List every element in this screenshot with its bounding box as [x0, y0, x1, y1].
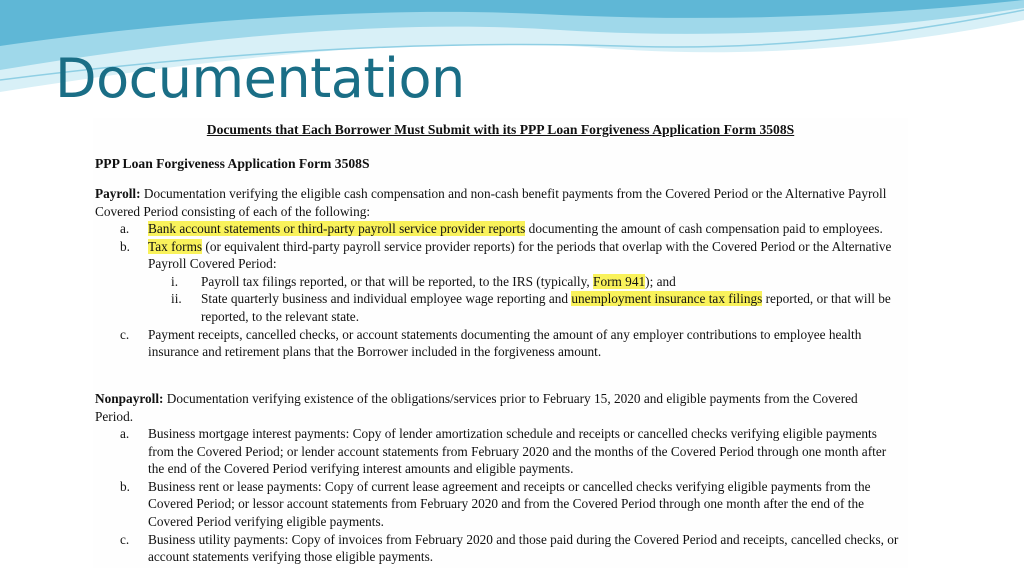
payroll-intro-text: Documentation verifying the eligible cash compensation and non-cash benefit payments from the Covered Period or the Alternative Payroll Covered Period consisting of each of the following:: [95, 186, 887, 219]
nonpayroll-intro: [95, 390, 895, 425]
list-item-text: Payroll tax filings reported, or that will be reported, to the IRS (typically,: [201, 273, 594, 289]
list-item-text: Business utility payments: Copy of invoices from February 2020 and those paid during the Covered Period and receipts, cancelled checks, or account statements verifying those eligible payments.: [148, 531, 899, 565]
list-item: [93, 238, 903, 273]
list-marker: b.: [120, 478, 130, 494]
list-item: [93, 478, 903, 531]
document-heading: Documents that Each Borrower Must Submit with its PPP Loan Forgiveness Application Form 3508S: [206, 122, 795, 137]
slide-title: Documentation: [55, 47, 465, 110]
highlighted-text: Form 941: [593, 273, 646, 289]
list-marker: ii.: [171, 291, 182, 307]
highlighted-text: unemployment insurance tax filings: [571, 291, 763, 307]
list-item: [93, 425, 903, 478]
list-item-text: reported, or that will be reported, to the relevant state.: [201, 291, 891, 324]
list-marker: c.: [120, 531, 130, 547]
list-marker: a.: [120, 426, 130, 441]
list-item-text: ); and: [645, 273, 676, 289]
highlighted-text: Bank account statements or third-party payroll service provider reports: [148, 221, 526, 236]
payroll-list: [93, 220, 903, 361]
list-item-text: Business mortgage interest payments: Copy of lender amortization schedule and receipts or cancelled checks verifying eligible payments from the Covered Period; or lender account statements from February 2020 and the months of the Covered Period through one month after the end of the Covered Period verifying interest amounts and eligible payments.: [148, 426, 887, 477]
list-item-text: Payment receipts, cancelled checks, or account statements documenting the amount of any employer contributions to employee health insurance and retirement plans that the Borrower included in the forgiveness amount.: [148, 326, 862, 360]
nonpayroll-intro-text: Documentation verifying existence of the obligations/services prior to February 15, 2020 and eligible payments from the Covered Period.: [95, 391, 858, 424]
list-item-text: State quarterly business and individual employee wage reporting and: [201, 291, 572, 307]
list-marker: a.: [120, 221, 130, 236]
nonpayroll-label: Nonpayroll:: [95, 391, 164, 406]
payroll-intro: [95, 185, 895, 220]
list-item: [93, 220, 903, 238]
list-subitem: [93, 273, 903, 291]
list-item-text: (or equivalent third-party payroll service provider reports) for the periods that overlap with the Covered Period or the Alternative Payroll Covered Period:: [148, 238, 892, 272]
list-marker: i.: [171, 273, 179, 289]
list-subitem: [93, 290, 903, 325]
list-item-text: documenting the amount of cash compensation paid to employees.: [525, 221, 883, 236]
list-item-text: Business rent or lease payments: Copy of current lease agreement and receipts or cancelled checks verifying eligible payments from the Covered Period; or lessor account statements from February 2020 and from the Covered Period through one month after the end of the Covered Period verifying eligible payments.: [148, 478, 871, 529]
list-item: [93, 531, 903, 566]
list-item: [93, 326, 903, 361]
form-title: PPP Loan Forgiveness Application Form 3508S: [95, 156, 370, 171]
list-marker: b.: [120, 238, 130, 254]
payroll-label: Payroll:: [95, 186, 141, 201]
nonpayroll-list: [93, 425, 903, 566]
document-image: [93, 118, 908, 568]
highlighted-text: Tax forms: [148, 238, 203, 254]
list-marker: c.: [120, 326, 130, 342]
